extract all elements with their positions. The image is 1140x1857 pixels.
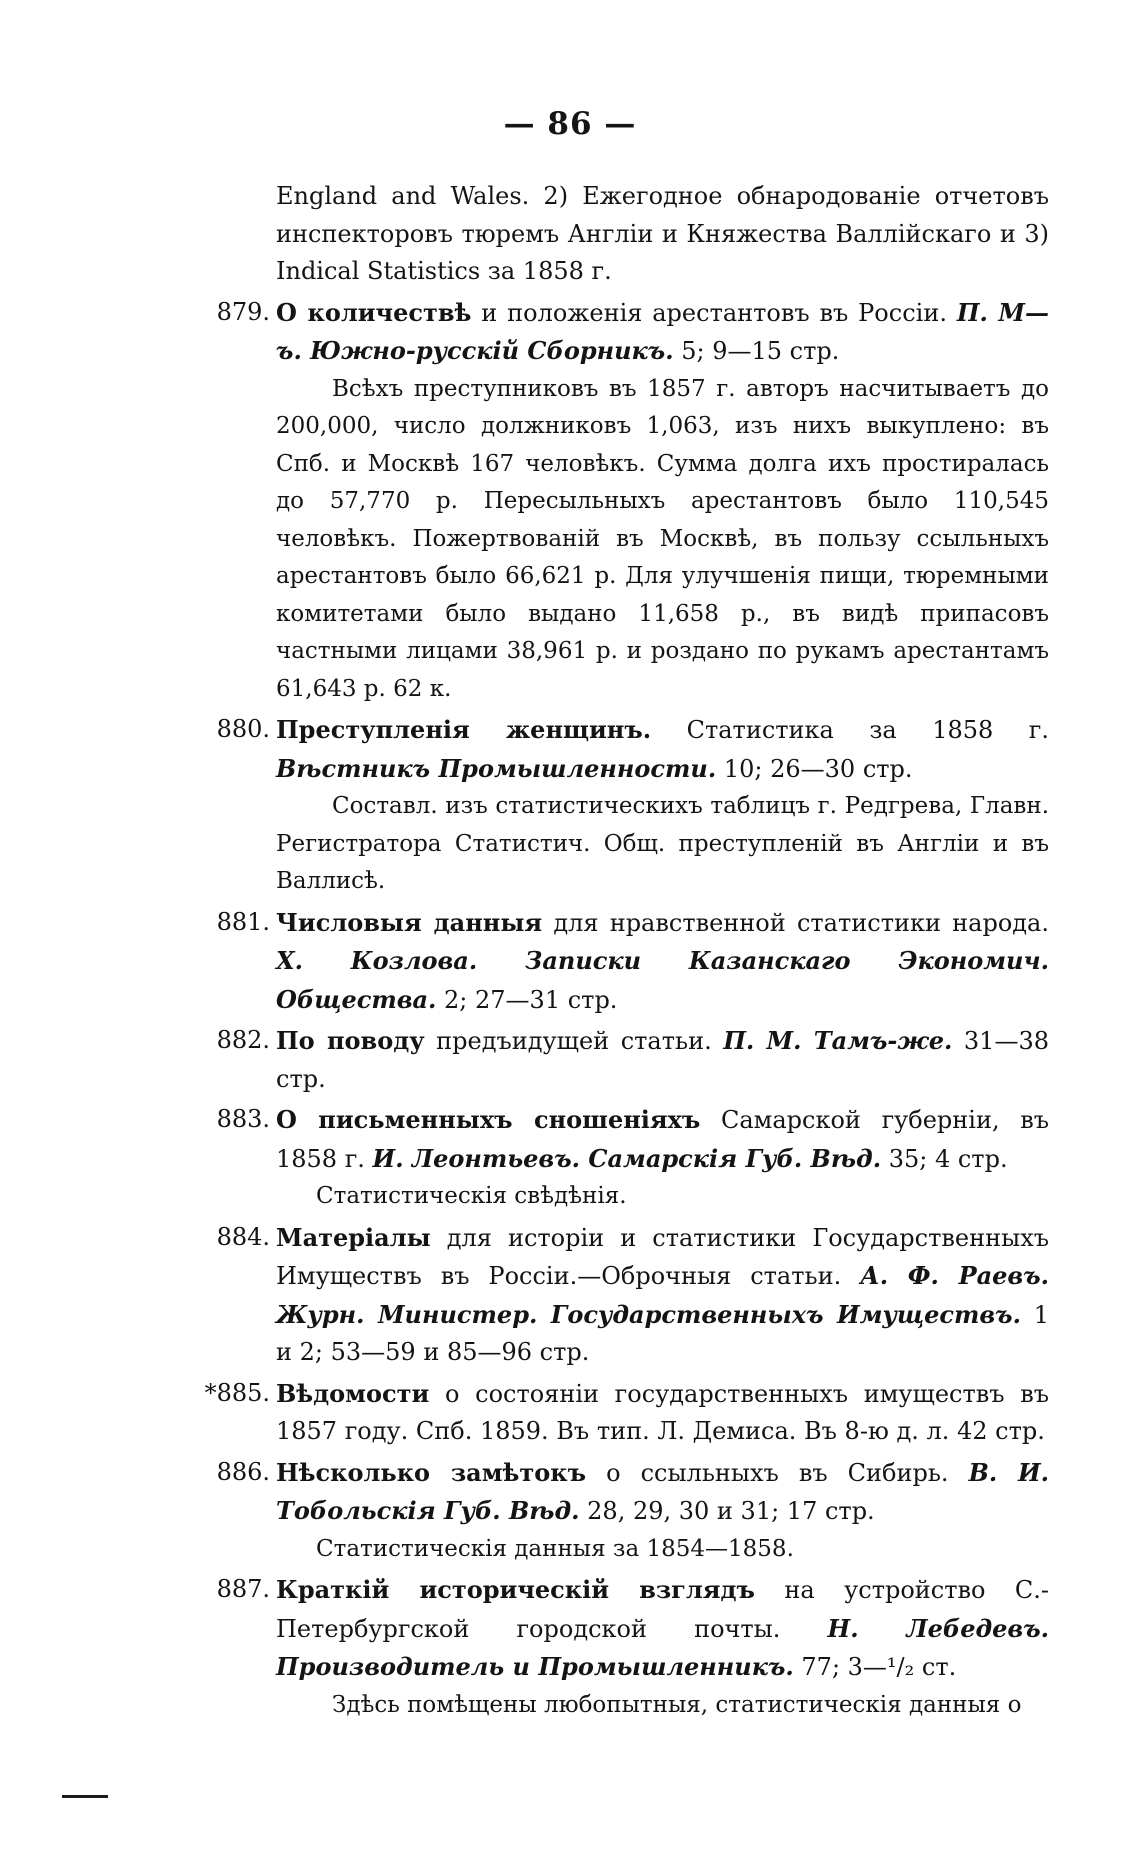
entry-byline: А. Ф. Раевъ. Журн. Министер. Государственныхъ Имуществъ. [276, 1261, 1049, 1329]
entry-body: о ссыльныхъ въ Сибирь. [586, 1458, 969, 1487]
entry-pages: 35; 4 стр. [881, 1144, 1008, 1173]
entry-pages: 5; 9—15 стр. [673, 337, 840, 365]
entry-number: 879. [216, 297, 270, 326]
entry-note: Здѣсь помѣщены любопытныя, статистическія данныя о [332, 1691, 1022, 1718]
entry-title: Вѣдомости [276, 1378, 430, 1408]
entry-title: О количествѣ [276, 297, 472, 327]
entry-citation [276, 711, 1049, 788]
page-edge-mark [62, 1795, 108, 1798]
entry-887 [60, 1571, 1048, 1724]
bibliography-list [60, 178, 1060, 1724]
continuation-text: England and Wales. 2) Ежегодное обнародованіе отчетовъ инспекторовъ тюремъ Англіи и Княжества Валлійскаго и 3) Indical Statistics за 1858 г. [276, 182, 1049, 285]
entry-title: Матеріалы [276, 1222, 431, 1252]
entry-note: Статистическія свѣдѣнія. [316, 1183, 627, 1209]
entry-body: и положенія арестантовъ въ Россіи. [471, 298, 957, 327]
entry-title: Краткій историческій взглядъ [276, 1575, 755, 1604]
entry-body: предъидущей статьи. [424, 1027, 724, 1055]
entry-note: Статистическія данныя за 1854—1858. [316, 1535, 794, 1562]
entry-pages: 2; 27—31 стр. [436, 985, 618, 1014]
entry-note: Всѣхъ преступниковъ въ 1857 г. авторъ насчитываетъ до 200,000, число должниковъ 1,063, изъ нихъ выкуплено: въ Спб. и Москвѣ 167 человѣкъ. Сумма долга ихъ простиралась до 57,770 р. Пересыльныхъ арестантовъ было 110,545 человѣкъ. Пожертвованій въ Москвѣ, въ пользу ссыльныхъ арестантовъ было 66,621 р. Для улучшенія пищи, тюремными комитетами было выдано 11,658 р., въ видѣ припасовъ частными лицами 38,961 р. и роздано по рукамъ арестантамъ 61,643 р. 62 к. [276, 375, 1049, 702]
entry-885 [60, 1375, 1048, 1451]
entry-byline: П. М. Тамъ-же. [723, 1026, 953, 1055]
entry-879 [60, 294, 1048, 709]
entry-byline: X. Козлова. Записки Казанскаго Экономич. Общества. [276, 946, 1049, 1014]
page-number: — 86 — [503, 106, 637, 142]
entry-pages: 1 и 2; 53—59 и 85—96 стр. [276, 1300, 1050, 1366]
entry-citation [276, 1022, 1049, 1098]
entry-pages: 28, 29, 30 и 31; 17 стр. [579, 1497, 875, 1525]
entry-body: для исторіи и статистики Государственныхъ Имуществъ въ Россіи.—Оброчныя статьи. [276, 1223, 1049, 1290]
entry-pages: 77; 3—¹/₂ ст. [793, 1653, 957, 1681]
entry-title: О письменныхъ сношеніяхъ [276, 1105, 701, 1134]
entry-number: 880. [216, 715, 270, 743]
entry-882 [60, 1022, 1048, 1098]
entry-883 [60, 1101, 1048, 1216]
entry-byline: П. М—ъ. Южно-русскій Сборникъ. [276, 297, 1049, 365]
entry-number: 881. [216, 907, 270, 936]
entry-note: Составл. изъ статистическихъ таблицъ г. Редгрева, Главн. Регистратора Статистич. Общ. преступленій въ Англіи и въ Валлисѣ. [276, 793, 1049, 894]
entry-citation [276, 1101, 1049, 1178]
entry-title: Преступленія женщинъ. [276, 715, 652, 744]
entry-881 [60, 904, 1048, 1020]
entry-body: о состояніи государственныхъ имуществъ въ 1857 году. Спб. 1859. Въ тип. Л. Демиса. Въ 8-ю д. л. 42 стр. [276, 1379, 1049, 1445]
entry-title: Нѣсколько замѣтокъ [276, 1457, 587, 1487]
entry-number: 887. [216, 1575, 270, 1603]
entry-citation [276, 904, 1049, 1020]
entry-citation [276, 1219, 1049, 1372]
entry-body: для нравственной статистики народа. [542, 908, 1049, 937]
entry-number: 883. [216, 1105, 270, 1133]
entry-body: Самарской губерніи, въ 1858 г. [276, 1106, 1050, 1173]
entry-citation [276, 1571, 1049, 1687]
entry-number: 886. [216, 1457, 270, 1486]
entry-886 [60, 1454, 1048, 1569]
entry-number: 884. [216, 1222, 270, 1251]
entry-byline: Н. Лебедевъ. Производитель и Промышленникъ. [276, 1613, 1049, 1681]
entry-title: По поводу [276, 1026, 425, 1055]
entry-number: *885. [204, 1378, 270, 1407]
entry-byline: Вѣстникъ Промышленности. [276, 753, 717, 783]
entry-byline: В. И. Тобольскія Губ. Вѣд. [276, 1457, 1050, 1525]
entry-title: Числовыя данныя [276, 907, 543, 937]
entry-body: Статистика за 1858 г. [651, 716, 1049, 744]
entry-byline: И. Леонтьевъ. Самарскія Губ. Вѣд. [372, 1143, 882, 1173]
entry-citation [276, 1375, 1049, 1451]
entry-884 [60, 1219, 1048, 1372]
entry-body: на устройство С.-Петербургской городской почты. [276, 1576, 1050, 1643]
entry-pages: 10; 26—30 стр. [716, 754, 913, 783]
entry-pages: 31—38 стр. [276, 1027, 1049, 1093]
entry-citation [276, 294, 1049, 371]
entry-number: 882. [216, 1026, 270, 1054]
entry-citation [276, 1454, 1049, 1531]
entry-880 [60, 711, 1048, 901]
